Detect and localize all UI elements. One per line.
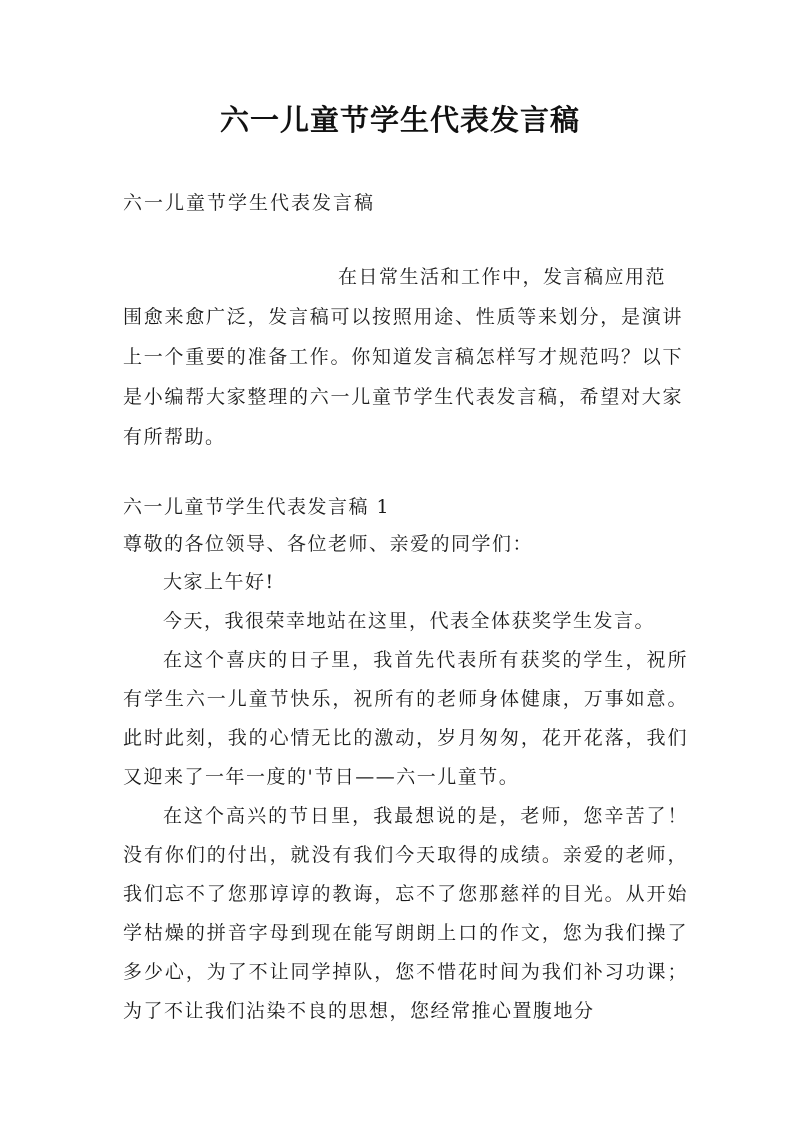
body-paragraph: 在这个喜庆的日子里，我首先代表所有获奖的学生，祝所有学生六一儿童节快乐，祝所有的老师身体健康，万事如意。此时此刻，我的心情无比的激动，岁月匆匆，花开花落，我们又迎来了一年一度的'节日——六一儿童节。: [123, 649, 688, 788]
body-paragraph: 大家上午好!: [163, 571, 275, 593]
intro-first-line: 在日常生活和工作中，发言稿应用范: [338, 266, 667, 288]
salutation: 尊敬的各位领导、各位老师、亲爱的同学们：: [123, 533, 534, 555]
intro-rest: 围愈来愈广泛，发言稿可以按照用途、性质等来划分，是演讲上一个重要的准备工作。你知道发言稿怎样写才规范吗？以下是小编帮大家整理的六一儿童节学生代表发言稿，希望对大家有所帮助。: [123, 306, 683, 448]
intro-paragraph: [123, 257, 683, 457]
document-title: 六一儿童节学生代表发言稿: [219, 103, 580, 137]
document-subtitle: 六一儿童节学生代表发言稿: [123, 192, 376, 214]
section-heading: 六一儿童节学生代表发言稿 1: [123, 496, 391, 518]
speech-section-1: [123, 488, 688, 1031]
body-paragraph: 在这个高兴的节日里，我最想说的是，老师，您辛苦了！没有你们的付出，就没有我们今天取得的成绩。亲爱的老师，我们忘不了您那谆谆的教诲，忘不了您那慈祥的目光。从开始学枯燥的拼音字母到现在能写朗朗上口的作文，您为我们操了多少心，为了不让同学掉队，您不惜花时间为我们补习功课；为了不让我们沾染不良的思想，您经常推心置腹地分: [123, 805, 688, 1022]
body-paragraph: 今天，我很荣幸地站在这里，代表全体获奖学生发言。: [163, 610, 656, 632]
